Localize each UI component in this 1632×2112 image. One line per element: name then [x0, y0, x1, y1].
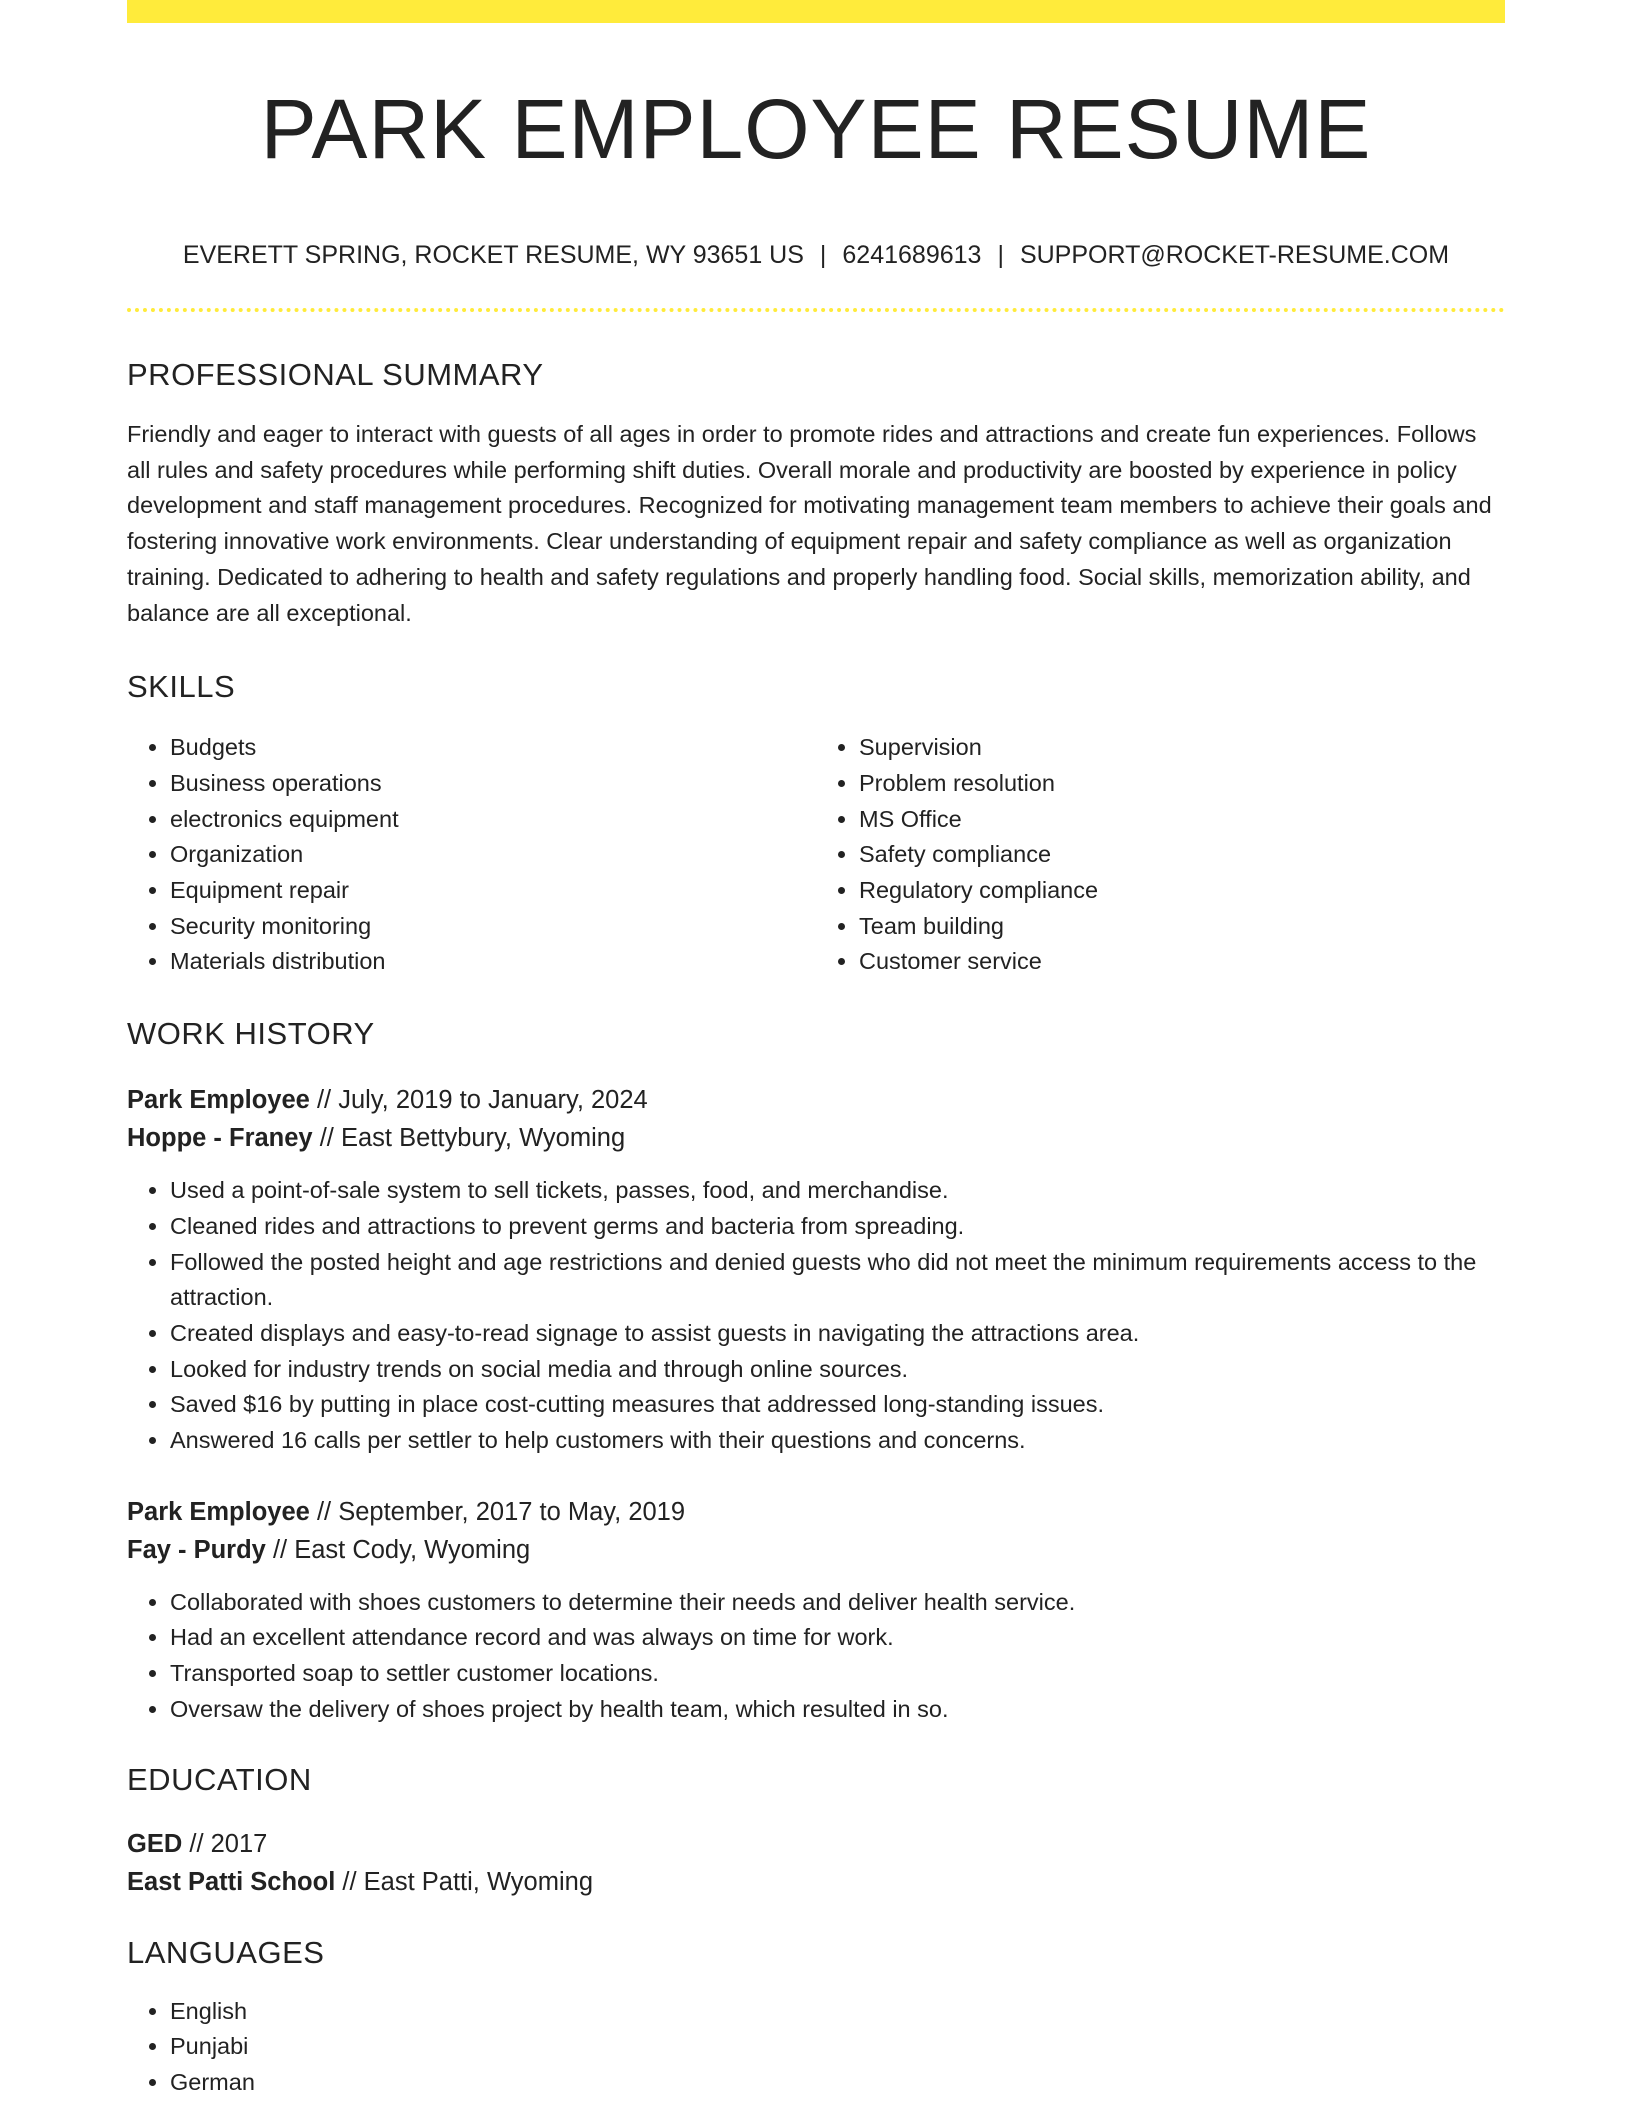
skill-item: • Budgets [170, 730, 816, 766]
skill-item: • Organization [170, 837, 816, 873]
job-duty: • Answered 16 calls per settler to help customers with their questions and concerns. [170, 1423, 1505, 1459]
job-duty: • Oversaw the delivery of shoes project by health team, which resulted in so. [170, 1692, 1505, 1728]
skill-item: • Equipment repair [170, 873, 816, 909]
job-duties-list [127, 1173, 1505, 1459]
job-location: // East Bettybury, Wyoming [319, 1124, 626, 1153]
education-section [127, 1761, 1505, 1901]
job-duties-list [127, 1585, 1505, 1728]
job-title-line [127, 1493, 1505, 1531]
skill-item: • Regulatory compliance [859, 873, 1505, 909]
job-entry [127, 1493, 1505, 1728]
job-title-line [127, 1081, 1505, 1119]
accent-bar [127, 0, 1505, 23]
languages-list [127, 1994, 1505, 2101]
job-duty: • Transported soap to settler customer locations. [170, 1656, 1505, 1692]
education-location: // East Patti, Wyoming [342, 1867, 593, 1896]
section-heading: WORK HISTORY [127, 1016, 375, 1052]
job-duty: • Created displays and easy-to-read signage to assist guests in navigating the attractions area. [170, 1316, 1505, 1352]
skill-item: • Security monitoring [170, 909, 816, 945]
education-school: East Patti School [127, 1867, 336, 1896]
section-heading: PROFESSIONAL SUMMARY [127, 357, 544, 392]
skills-column-left [127, 730, 816, 980]
job-company-line [127, 1531, 1505, 1569]
section-heading: EDUCATION [127, 1761, 312, 1797]
skill-item: • Materials distribution [170, 944, 816, 980]
job-duty: • Had an excellent attendance record and was always on time for work. [170, 1620, 1505, 1656]
summary-section [127, 359, 1505, 631]
skill-item: • Safety compliance [859, 837, 1505, 873]
job-duty: • Cleaned rides and attractions to prevent germs and bacteria from spreading. [170, 1209, 1505, 1245]
education-school-line [127, 1863, 1505, 1901]
contact-line [127, 243, 1505, 268]
language-item: • English [170, 1994, 1505, 2030]
summary-text: Friendly and eager to interact with guests of all ages in order to promote rides and attractions and create fun experiences. Follows all rules and safety procedures while performing shift duties. Overall morale and productivity are boosted by experience in policy development and staff management procedures. Recognized for motivating management team members to achieve their goals and fostering innovative work environments. Clear understanding of equipment repair and safety compliance as well as organization training. Dedicated to adhering to health and safety regulations and properly handling food. Social skills, memorization ability, and balance are all exceptional. [127, 421, 1492, 626]
job-company: Hoppe - Franey [127, 1124, 313, 1153]
job-dates: // July, 2019 to January, 2024 [316, 1086, 648, 1115]
job-title: Park Employee [127, 1497, 310, 1526]
contact-email[interactable]: SUPPORT@ROCKET-RESUME.COM [1019, 241, 1450, 269]
section-heading: SKILLS [127, 669, 236, 705]
skill-item: • Business operations [170, 766, 816, 802]
education-degree: GED [127, 1829, 183, 1858]
skill-item: • electronics equipment [170, 802, 816, 838]
job-company: Fay - Purdy [127, 1535, 266, 1564]
job-location: // East Cody, Wyoming [272, 1535, 531, 1564]
job-title: Park Employee [127, 1086, 310, 1115]
skill-item: • Customer service [859, 944, 1505, 980]
language-item: • German [170, 2065, 1505, 2101]
skills-section [127, 671, 1505, 980]
education-degree-line [127, 1825, 1505, 1863]
job-duty: • Collaborated with shoes customers to determine their needs and deliver health service. [170, 1585, 1505, 1621]
job-entry [127, 1081, 1505, 1459]
job-duty: • Used a point-of-sale system to sell tickets, passes, food, and merchandise. [170, 1173, 1505, 1209]
skill-item: • Problem resolution [859, 766, 1505, 802]
job-duty: • Followed the posted height and age restrictions and denied guests who did not meet the minimum requirements access to the attraction. [170, 1245, 1505, 1316]
contact-phone[interactable]: 6241689613 [842, 241, 982, 269]
job-duty: • Saved $16 by putting in place cost-cutting measures that addressed long-standing issues. [170, 1387, 1505, 1423]
contact-separator: | [819, 241, 827, 269]
job-company-line [127, 1119, 1505, 1157]
skills-grid [127, 730, 1505, 980]
work-history-section [127, 1018, 1505, 1727]
page-title: PARK EMPLOYEE RESUME [260, 82, 1372, 176]
contact-address: EVERETT SPRING, ROCKET RESUME, WY 93651 US [182, 241, 804, 269]
education-year: // 2017 [189, 1829, 268, 1858]
section-heading: LANGUAGES [127, 1934, 325, 1970]
skill-item: • Supervision [859, 730, 1505, 766]
languages-section [127, 1934, 1505, 2101]
education-entry [127, 1825, 1505, 1901]
job-duty: • Looked for industry trends on social media and through online sources. [170, 1352, 1505, 1388]
skill-item: • Team building [859, 909, 1505, 945]
skills-column-right [816, 730, 1505, 980]
skill-item: • MS Office [859, 802, 1505, 838]
job-dates: // September, 2017 to May, 2019 [316, 1497, 686, 1526]
dotted-divider [127, 308, 1505, 312]
contact-separator: | [997, 241, 1004, 269]
language-item: • Punjabi [170, 2029, 1505, 2065]
